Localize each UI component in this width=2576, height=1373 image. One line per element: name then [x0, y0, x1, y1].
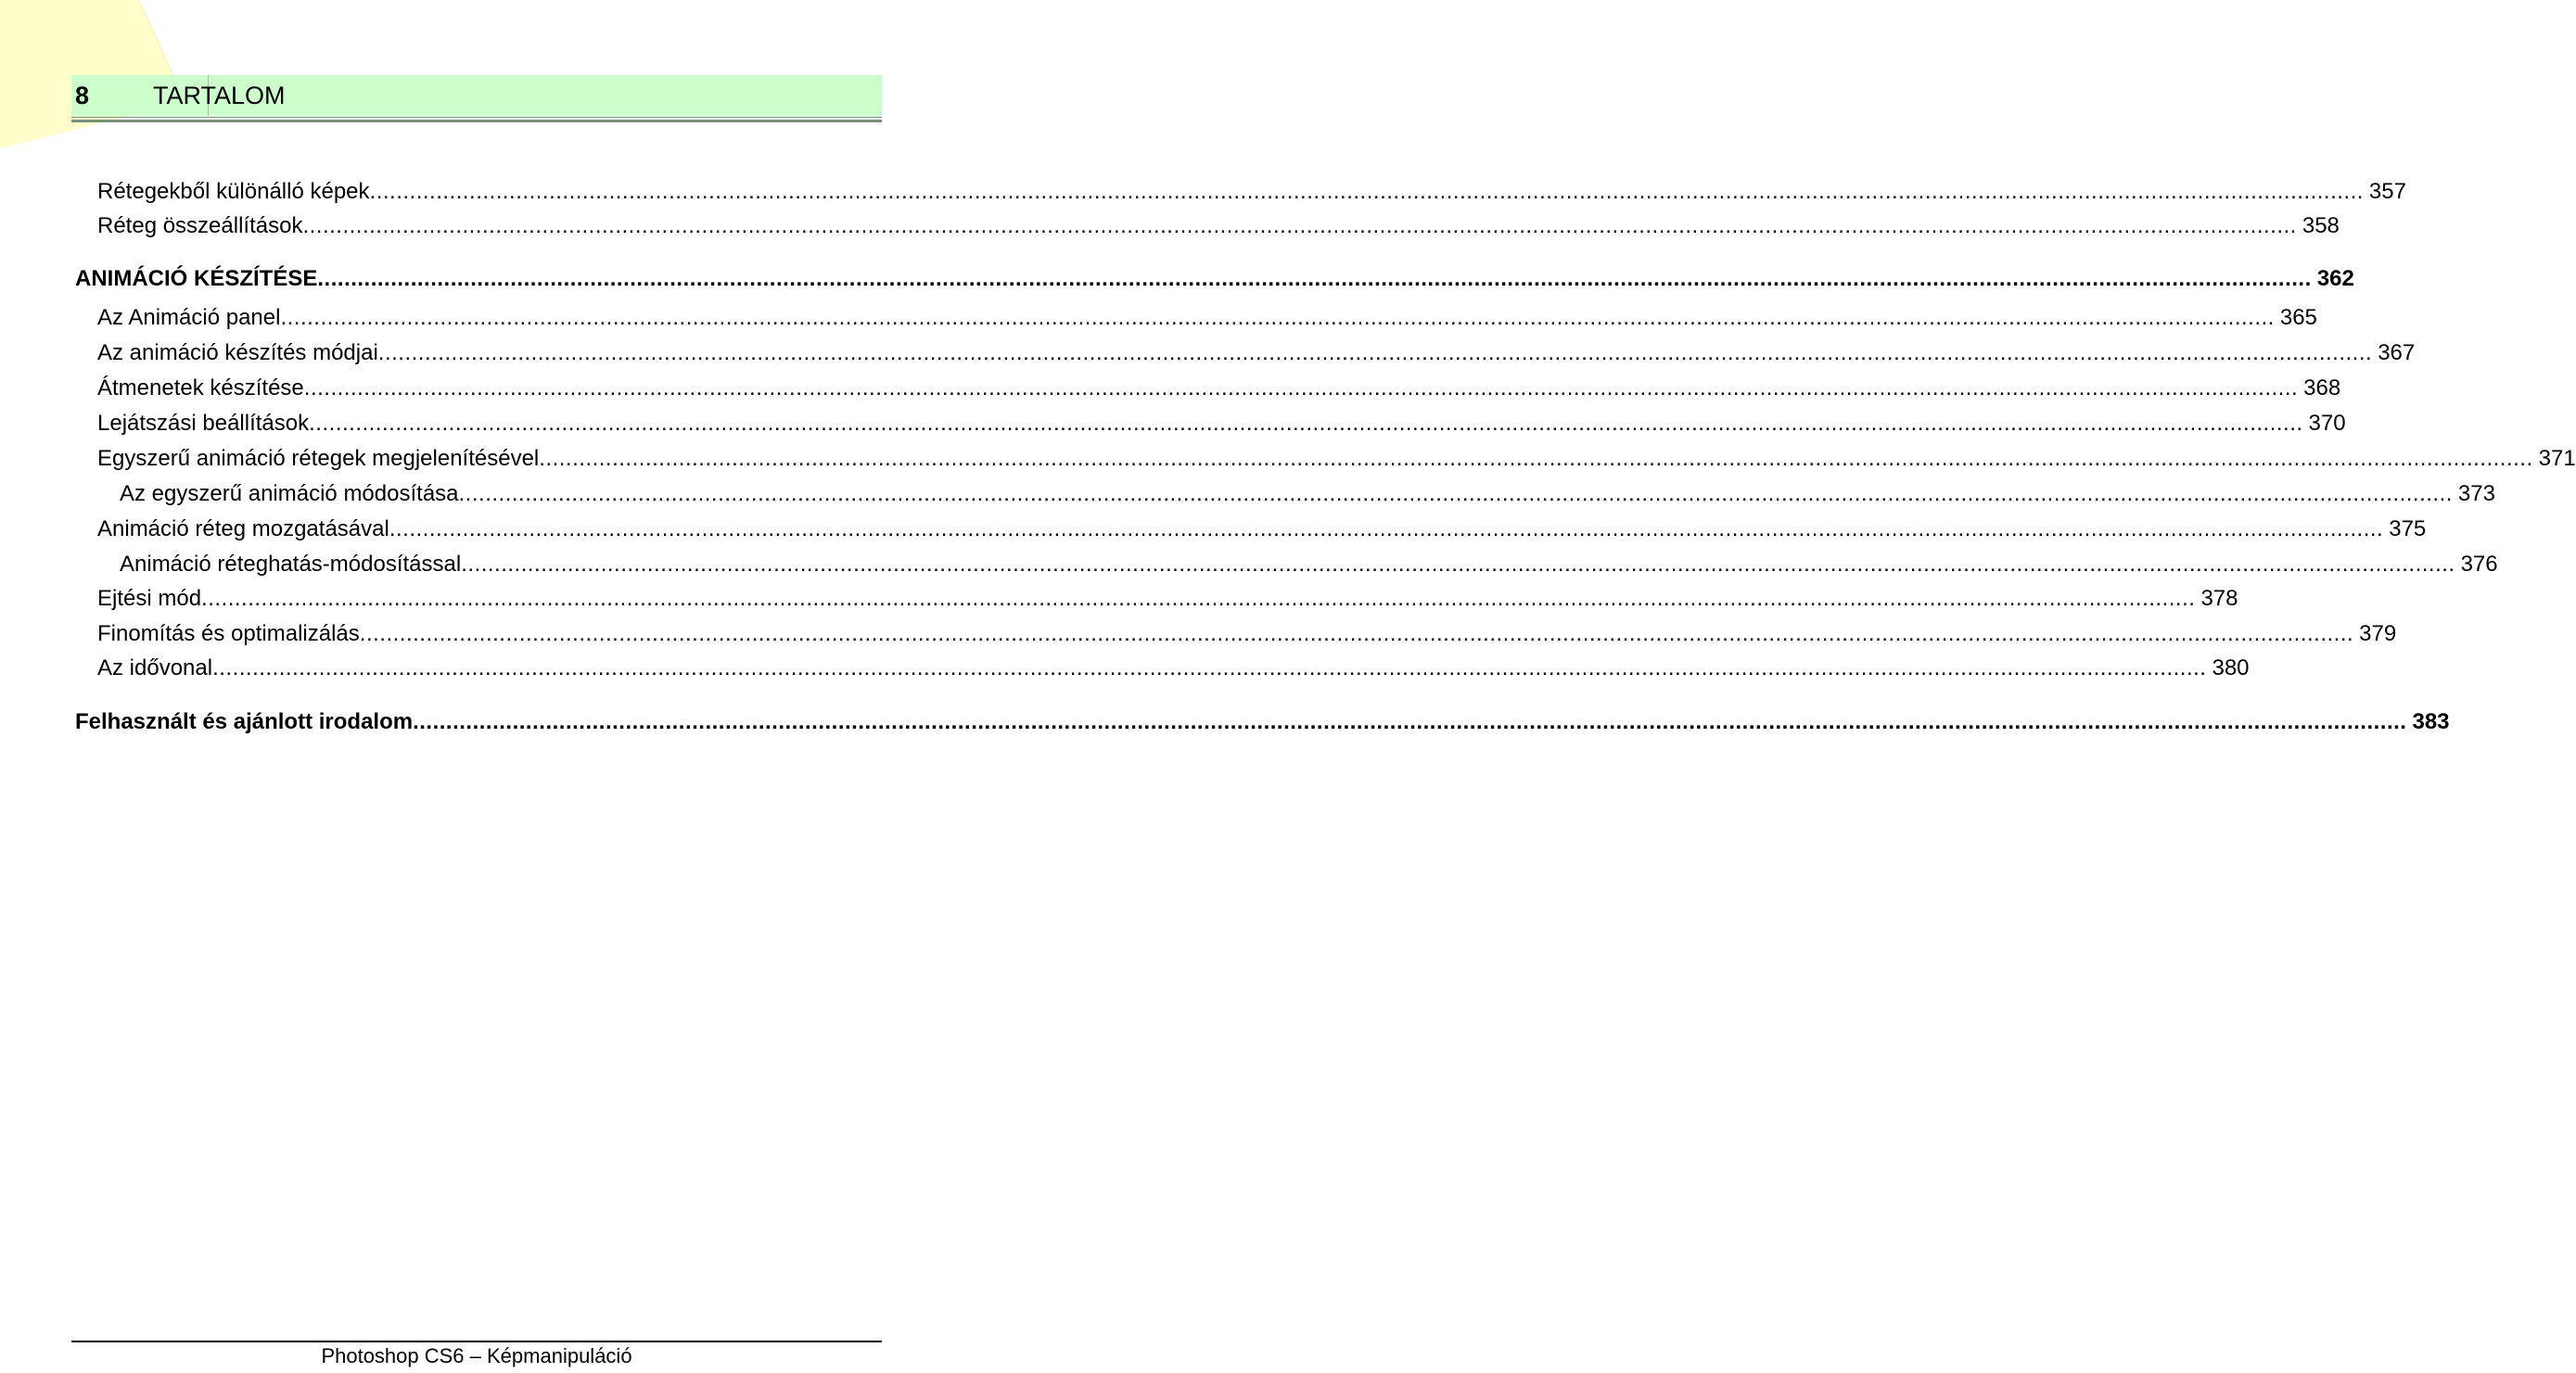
footer-title: Photoshop CS6 – Képmanipuláció — [321, 1344, 632, 1367]
toc-leader-dots: ............................................................................................................................................................................................................................................................................................................ — [317, 266, 2312, 291]
header-rule-thick — [71, 120, 882, 122]
toc-entry-page: 365 — [2279, 305, 2317, 330]
toc-entry-page: 380 — [2212, 655, 2250, 680]
toc-entry-page: 370 — [2308, 411, 2346, 436]
toc-leader-dots: ............................................................................................................................................................................................................................................................................................................ — [359, 621, 2354, 646]
toc-entry[interactable] — [97, 410, 2346, 438]
toc-entry[interactable] — [120, 480, 2495, 508]
toc-entry[interactable] — [97, 445, 2576, 473]
toc-entry-title: Az animáció készítés módjai — [97, 340, 378, 365]
toc-entry-title: ANIMÁCIÓ KÉSZÍTÉSE — [75, 266, 318, 291]
page-number: 8 — [75, 82, 90, 109]
header-rule — [71, 117, 882, 118]
toc-entry-page: 357 — [2368, 179, 2406, 204]
toc-leader-dots: ............................................................................................................................................................................................................................................................................................................ — [212, 655, 2207, 680]
toc-entry[interactable] — [97, 515, 2427, 543]
toc-leader-dots: ............................................................................................................................................................................................................................................................................................................ — [309, 411, 2303, 436]
page-title: TARTALOM — [153, 82, 286, 109]
toc-entry-title: Átmenetek készítése — [97, 375, 304, 400]
toc-entry-title: Az Animáció panel — [97, 305, 281, 330]
toc-entry-title: Egyszerű animáció rétegek megjelenítésével — [97, 446, 540, 471]
toc-leader-dots: ............................................................................................................................................................................................................................................................................................................ — [461, 552, 2455, 577]
toc-entry-page: 378 — [2200, 586, 2238, 611]
footer-rule — [71, 1341, 882, 1342]
toc-entry-title: Réteg összeállítások — [97, 213, 303, 238]
toc-entry-page: 379 — [2359, 621, 2397, 646]
toc-entry[interactable] — [97, 304, 2317, 332]
toc-entry-page: 371 — [2538, 446, 2576, 471]
toc-chapter-entry[interactable] — [75, 265, 2354, 293]
toc-entry-title: Az egyszerű animáció módosítása — [120, 481, 459, 506]
toc-entry-page: 367 — [2378, 340, 2416, 365]
toc-entry[interactable] — [97, 585, 2238, 613]
chapter-header — [71, 75, 882, 116]
toc-entry-page: 383 — [2412, 709, 2450, 734]
toc-entry-title: Finomítás és optimalizálás — [97, 621, 360, 646]
toc-entry-title: Az idővonal — [97, 655, 213, 680]
toc-leader-dots: ............................................................................................................................................................................................................................................................................................................ — [539, 446, 2533, 471]
toc-chapter-entry[interactable] — [75, 708, 2450, 736]
toc-entry[interactable] — [97, 178, 2406, 206]
toc-leader-dots: ............................................................................................................................................................................................................................................................................................................ — [377, 340, 2373, 365]
toc-leader-dots: ............................................................................................................................................................................................................................................................................................................ — [413, 709, 2407, 734]
toc-entry[interactable] — [120, 551, 2498, 578]
toc-entry-title: Ejtési mód — [97, 586, 202, 611]
toc-leader-dots: ............................................................................................................................................................................................................................................................................................................ — [389, 516, 2384, 541]
toc-entry-page: 376 — [2460, 552, 2498, 577]
toc-leader-dots: ............................................................................................................................................................................................................................................................................................................ — [369, 179, 2364, 204]
toc-leader-dots: ............................................................................................................................................................................................................................................................................................................ — [303, 375, 2299, 400]
toc-entry-page: 375 — [2389, 516, 2427, 541]
toc-entry-title: Felhasznált és ajánlott irodalom — [75, 709, 414, 734]
toc-entry[interactable] — [97, 620, 2397, 648]
toc-entry[interactable] — [97, 655, 2250, 682]
toc-entry[interactable] — [97, 212, 2340, 240]
toc-entry-page: 358 — [2302, 213, 2340, 238]
toc-leader-dots: ............................................................................................................................................................................................................................................................................................................ — [302, 213, 2297, 238]
toc-leader-dots: ............................................................................................................................................................................................................................................................................................................ — [201, 586, 2196, 611]
toc-entry-title: Animáció réteghatás-módosítással — [120, 552, 462, 577]
toc-entry-title: Animáció réteg mozgatásával — [97, 516, 389, 541]
toc-entry-title: Lejátszási beállítások — [97, 411, 310, 436]
toc-entry[interactable] — [97, 339, 2416, 367]
toc-entry-page: 373 — [2457, 481, 2495, 506]
toc-leader-dots: ............................................................................................................................................................................................................................................................................................................ — [458, 481, 2453, 506]
toc-leader-dots: ............................................................................................................................................................................................................................................................................................................ — [280, 305, 2275, 330]
toc-entry-page: 362 — [2316, 266, 2354, 291]
toc-entry-title: Rétegekből különálló képek — [97, 179, 370, 204]
toc-entry-page: 368 — [2303, 375, 2341, 400]
toc-entry[interactable] — [97, 375, 2341, 402]
